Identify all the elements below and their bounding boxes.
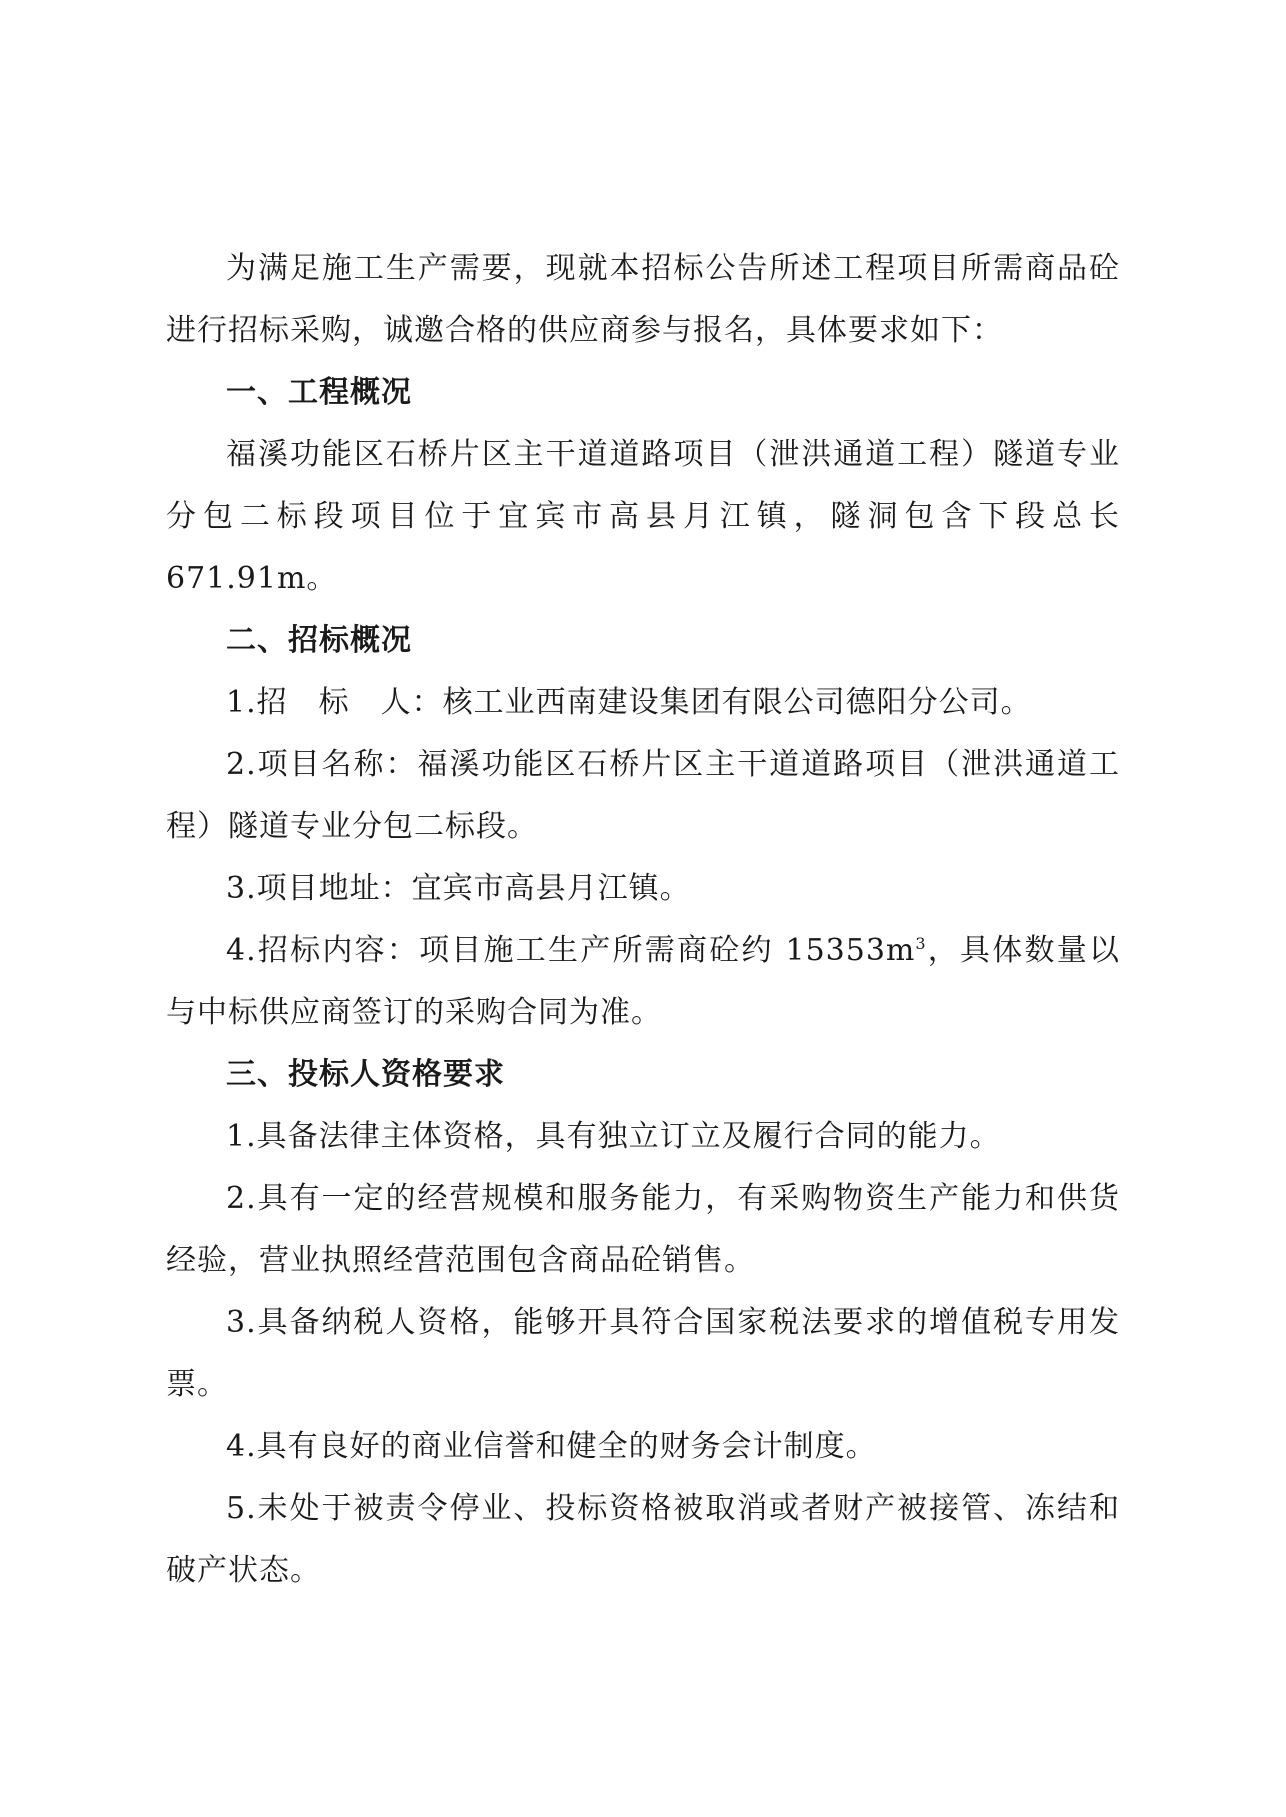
section-2-item-1: 1.招 标 人：核工业西南建设集团有限公司德阳分公司。: [226, 685, 1032, 720]
section-2-item-2: 2.项目名称：福溪功能区石桥片区主干道道路项目（泄洪通道工程）隧道专业分包二标段。: [166, 747, 1120, 844]
section-3-item-2: 2.具有一定的经营规模和服务能力，有采购物资生产能力和供货经验，营业执照经营范围包含商品砼销售。: [166, 1181, 1120, 1278]
section-3-item-3: 3.具备纳税人资格，能够开具符合国家税法要求的增值税专用发票。: [166, 1305, 1120, 1402]
section-2-item-3: 3.项目地址：宜宾市高县月江镇。: [226, 871, 691, 906]
section-1-heading: 一、工程概况: [226, 375, 412, 410]
section-1-body: 福溪功能区石桥片区主干道道路项目（泄洪通道工程）隧道专业分包二标段项目位于宜宾市高县月江镇，隧洞包含下段总长671.91m。: [166, 437, 1120, 596]
section-3-item-4: 4.具有良好的商业信誉和健全的财务会计制度。: [226, 1429, 877, 1464]
section-3-item-5: 5.未处于被责令停业、投标资格被取消或者财产被接管、冻结和破产状态。: [166, 1491, 1120, 1588]
item-4-text-start: 4.招标内容：项目施工生产所需商砼约 15353m: [226, 933, 916, 968]
section-2-item-4: [166, 920, 1120, 1044]
section-3-heading: 三、投标人资格要求: [226, 1057, 505, 1092]
intro-paragraph: 为满足施工生产需要，现就本招标公告所述工程项目所需商品砼进行招标采购，诚邀合格的供应商参与报名，具体要求如下：: [166, 251, 1120, 348]
cubic-unit-superscript: 3: [915, 934, 927, 953]
section-3-item-1: 1.具备法律主体资格，具有独立订立及履行合同的能力。: [226, 1119, 1001, 1154]
item-4-text-end: ，具体数量以与中标供应商签订的采购合同为准。: [166, 933, 1121, 1030]
document-body: [166, 238, 1120, 1602]
section-2-heading: 二、招标概况: [226, 623, 412, 658]
